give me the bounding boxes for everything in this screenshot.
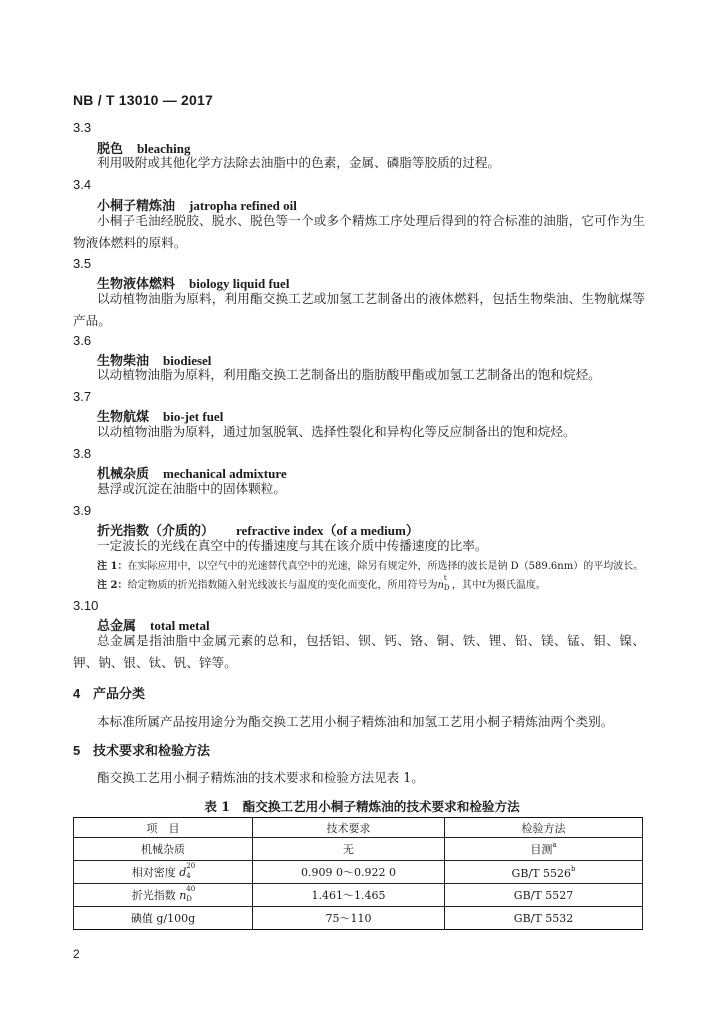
symbol-sup: 40: [186, 885, 196, 893]
term-definition: 利用吸附或其他化学方法除去油脂中的色素，金属、磷脂等胶质的过程。: [97, 155, 500, 170]
term-zh: 小桐子精炼油: [97, 199, 176, 214]
spec-table: [73, 817, 643, 930]
clause-number: 3.6: [73, 333, 92, 348]
section-heading: [73, 740, 210, 759]
term-en: biodiesel: [163, 353, 212, 368]
section-title: 技术要求和检验方法: [93, 744, 211, 759]
clause-number: 3.8: [73, 446, 92, 461]
note-text: ，其中: [451, 580, 482, 591]
method-text: 目测: [530, 843, 553, 856]
term-definition: 一定波长的光线在真空中的传播速度与其在该介质中传播速度的比率。: [97, 538, 488, 553]
symbol-indices: [443, 574, 452, 592]
table-header-row: [74, 818, 643, 838]
cell-item: 碘值 g/100g: [74, 907, 253, 930]
standard-code: NB / T 13010 — 2017: [73, 92, 213, 108]
term-en: mechanical admixture: [163, 466, 287, 481]
cell-requirement: 无: [253, 838, 445, 861]
page-number: 2: [73, 947, 80, 961]
clause-number: 3.3: [73, 120, 92, 135]
symbol-sup: 20: [186, 862, 196, 870]
cell-requirement: 1.461～1.465: [253, 884, 445, 907]
term-definition: 以动植物油脂为原料，通过加氢脱氧、选择性裂化和异构化等反应制备出的饱和烷烃。: [97, 424, 576, 439]
symbol-sub: D: [186, 895, 192, 903]
term-en: bio-jet fuel: [163, 409, 224, 424]
cell-item: [74, 884, 253, 907]
term-definition: 悬浮或沉淀在油脂中的固体颗粒。: [97, 481, 286, 496]
cell-method: GB/T 5527: [445, 884, 643, 907]
term-en: jatropha refined oil: [189, 198, 297, 213]
term-zh: 生物航煤: [97, 410, 150, 425]
note-text: 给定物质的折光指数随入射光线波长与温度的变化而变化，所用符号为: [127, 580, 438, 591]
cell-method: [445, 838, 643, 861]
table-row: [74, 907, 643, 930]
cell-method: [445, 861, 643, 884]
symbol-sup: t: [443, 574, 447, 582]
table-row: [74, 884, 643, 907]
term-zh: 生物液体燃料: [97, 277, 176, 292]
header-method: 检验方法: [445, 818, 643, 838]
section-number: 4: [73, 686, 81, 701]
term-zh: 总金属: [97, 619, 137, 634]
term-en: refractive index（of a medium）: [236, 523, 419, 538]
clause-number: 3.5: [73, 256, 92, 271]
term-zh: 生物柴油: [97, 354, 150, 369]
header-item: 项 目: [74, 818, 253, 838]
term-definition: 以动植物油脂为原料，利用酯交换工艺或加氢工艺制备出的液体燃料，包括生物柴油、生物航煤等产品。: [73, 291, 645, 328]
term-zh: 脱色: [97, 142, 124, 157]
cell-requirement: 0.909 0～0.922 0: [253, 861, 445, 884]
item-text: 相对密度: [131, 866, 176, 879]
note-text: 在实际应用中，以空气中的光速替代真空中的光速，除另有规定外，所选择的波长是钠 D（589.6nm）的平均波长。: [127, 561, 644, 572]
cell-item: 机械杂质: [74, 838, 253, 861]
note-1: [97, 557, 657, 572]
footnote-mark: b: [570, 864, 576, 873]
term-definition: 总金属是指油脂中金属元素的总和，包括铝、钡、钙、铬、铜、铁、锂、铅、镁、锰、钼、镍、钾、钠、银、钛、钒、锌等。: [73, 633, 645, 670]
section-text: 本标准所属产品按用途分为酯交换工艺用小桐子精炼油和加氢工艺用小桐子精炼油两个类别。: [97, 714, 614, 729]
term-definition: 小桐子毛油经脱胶、脱水、脱色等一个或多个精炼工序处理后得到的符合标准的油脂，它可作为生物液体燃料的原料。: [73, 213, 645, 250]
clause-number: 3.9: [73, 503, 92, 518]
section-title: 产品分类: [93, 687, 146, 702]
symbol-sub: 4: [186, 872, 191, 880]
clause-number: 3.7: [73, 389, 92, 404]
refractive-symbol: n: [179, 889, 187, 902]
symbol-indices: [186, 862, 196, 880]
clause-number: 3.10: [73, 598, 99, 613]
variable-t: t: [481, 580, 486, 591]
table-caption: 表 1 酯交换工艺用小桐子精炼油的技术要求和检验方法: [204, 799, 520, 814]
term-zh: 折光指数（介质的）: [97, 524, 215, 539]
term-definition: 以动植物油脂为原料，利用酯交换工艺制备出的脂肪酸甲酯或加氢工艺制备出的饱和烷烃。: [97, 367, 601, 382]
table-row: [74, 861, 643, 884]
table-row: [74, 838, 643, 861]
symbol-sub: D: [443, 584, 450, 592]
note-label: 注 2：: [97, 580, 128, 591]
density-symbol: d: [179, 866, 187, 879]
cell-method: GB/T 5532: [445, 907, 643, 930]
clause-number: 3.4: [73, 177, 92, 192]
cell-item: [74, 861, 253, 884]
footnote-mark: a: [552, 841, 557, 849]
term-zh: 机械杂质: [97, 467, 150, 482]
note-label: 注 1：: [97, 561, 128, 572]
term-en: biology liquid fuel: [189, 276, 290, 291]
cell-requirement: 75～110: [253, 907, 445, 930]
symbol-indices: [186, 885, 196, 903]
method-text: GB/T 5526: [511, 866, 571, 880]
note-2: [97, 576, 657, 591]
section-text: 酯交换工艺用小桐子精炼油的技术要求和检验方法见表 1。: [97, 770, 424, 785]
term-en: bleaching: [137, 141, 191, 156]
section-number: 5: [73, 743, 81, 758]
term-en: total metal: [150, 618, 210, 633]
section-heading: [73, 683, 145, 702]
item-text: 折光指数: [131, 889, 176, 902]
note-text: 为摄氏温度。: [485, 580, 546, 591]
header-requirement: 技术要求: [253, 818, 445, 838]
refractive-symbol: n: [437, 580, 444, 591]
